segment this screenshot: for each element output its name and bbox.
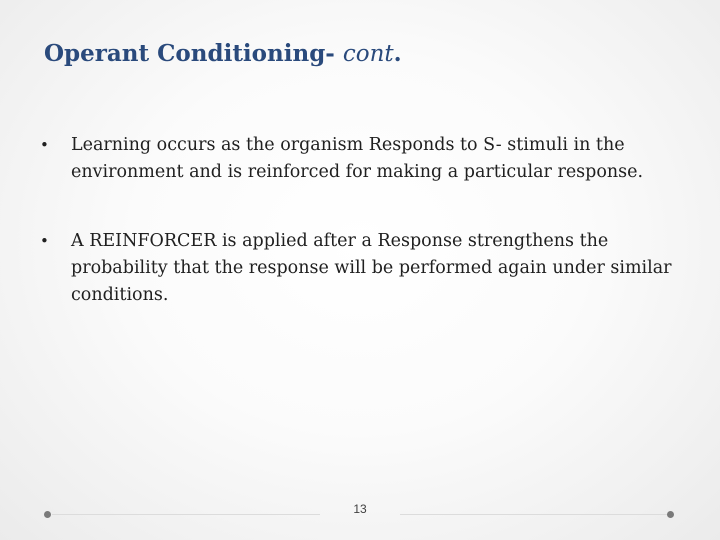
- bullet-list: [40, 132, 680, 309]
- title-main-text: Operant Conditioning-: [44, 40, 343, 67]
- title-italic-text: cont: [342, 41, 394, 67]
- footer-left-dot-icon: [44, 511, 51, 518]
- bullet-item: [40, 132, 680, 186]
- slide-title: [44, 40, 684, 69]
- bullet-item: [40, 228, 680, 309]
- bullet-text: A REINFORCER is applied after a Response strengthens the probability that the response will be performed again under similar conditions.: [71, 231, 672, 305]
- footer-rule-right: [400, 514, 668, 515]
- title-end-text: .: [393, 40, 402, 67]
- page-number: 13: [353, 502, 367, 516]
- footer-right-dot-icon: [667, 511, 674, 518]
- bullet-text: Learning occurs as the organism Responds to S- stimuli in the environment and is reinforced for making a particular response.: [71, 135, 644, 182]
- bullet-dot-icon: •: [40, 232, 49, 250]
- bullet-dot-icon: •: [40, 136, 49, 154]
- footer-rule-left: [52, 514, 320, 515]
